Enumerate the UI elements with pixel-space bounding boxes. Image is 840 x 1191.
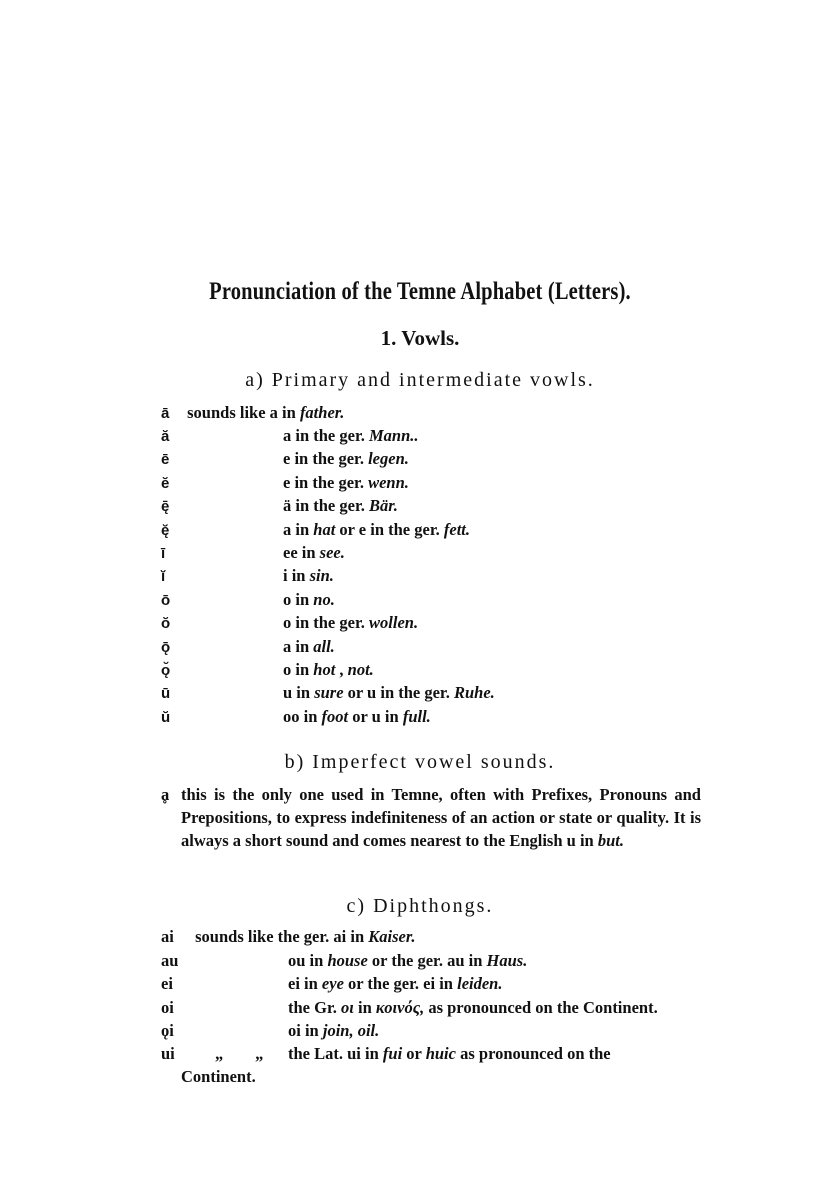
vowel-letter: ǭ <box>161 638 171 656</box>
vowel-letter: ĭ <box>161 568 166 586</box>
diphthong-row <box>161 997 658 1019</box>
vowel-desc: a in hat or e in the ger. fett. <box>283 519 471 539</box>
vowel-example: father. <box>299 403 345 422</box>
page-title: Pronunciation of the Temne Alphabet (Letters). <box>209 278 631 305</box>
vowel-desc: i in sin. <box>283 566 334 586</box>
imperfect-paragraph <box>181 783 701 852</box>
vowel-letter: ē <box>161 451 170 469</box>
vowel-desc: o in hot , not. <box>283 660 374 679</box>
vowel-row <box>161 682 495 704</box>
vowel-row <box>161 448 409 470</box>
diphthong-letter: au <box>161 951 179 970</box>
vowel-row <box>161 402 344 424</box>
sounds-like-label: sounds like <box>187 403 266 422</box>
diphthong-row <box>161 950 528 972</box>
vowel-desc: ä in the ger. Bär. <box>283 496 398 516</box>
vowel-desc: u in sure or u in the ger. Ruhe. <box>283 683 495 703</box>
diphthong-desc: ei in eye or the ger. ei in leiden. <box>288 974 503 994</box>
section-heading: 1. Vowls. <box>380 326 460 350</box>
vowel-desc: e in the ger. wenn. <box>283 472 409 492</box>
diphthong-row <box>161 926 416 948</box>
vowel-letter: ŭ <box>161 708 171 726</box>
diphthong-example: Kaiser. <box>368 927 416 946</box>
diphthongs-heading: c) Diphthongs. <box>346 895 494 917</box>
vowel-desc: o in the ger. wollen. <box>283 613 419 633</box>
imperfect-letter: ḁ <box>161 785 170 804</box>
vowel-letter: ō <box>161 591 171 609</box>
imperfect-text: this is the only one used in Temne, often with Prefixes, Pronouns and Prepositions, to express indefiniteness of an action or state or quality. It is always a short sound and comes nearest to the English u in <box>181 785 701 850</box>
diphthong-desc: oi in join, oil. <box>288 1021 380 1041</box>
vowel-row <box>161 472 409 494</box>
diphthong-letter: ui <box>161 1044 175 1063</box>
vowel-letter: ā <box>161 405 170 422</box>
diphthong-desc: the ger. ai in <box>277 927 365 946</box>
vowel-row <box>161 589 335 611</box>
diphthong-letter: ai <box>161 927 174 946</box>
diphthong-row <box>161 1020 380 1042</box>
vowel-row <box>161 495 398 517</box>
vowel-desc: ee in see. <box>283 543 345 562</box>
diphthong-desc: ou in house or the ger. au in Haus. <box>288 951 528 970</box>
vowel-desc: a in <box>269 403 296 422</box>
vowel-letter: ǫ̆ <box>161 662 171 679</box>
vowel-desc: a in all. <box>283 636 335 656</box>
primary-vowels-heading: a) Primary and intermediate vowls. <box>245 369 595 391</box>
diphthong-desc: the Gr. οι in κοινός, as pronounced on the Continent. <box>288 997 658 1017</box>
vowel-letter: ă <box>161 428 170 445</box>
vowel-row <box>161 612 419 634</box>
ditto-mark: „ <box>255 1044 264 1063</box>
vowel-row <box>161 542 345 564</box>
vowel-row <box>161 565 334 587</box>
diphthong-row-ui <box>161 1043 611 1065</box>
vowel-letter: ę̄ <box>161 498 170 516</box>
vowel-letter: ī <box>161 545 166 562</box>
diphthong-letter: ei <box>161 974 173 994</box>
vowel-letter: ū <box>161 685 171 703</box>
vowel-row <box>161 519 471 541</box>
vowel-desc: oo in foot or u in full. <box>283 706 431 726</box>
vowel-row <box>161 425 419 447</box>
vowel-desc: o in no. <box>283 589 335 609</box>
ditto-mark: „ <box>215 1044 224 1063</box>
imperfect-example: but. <box>597 831 624 850</box>
imperfect-vowels-heading: b) Imperfect vowel sounds. <box>284 751 556 773</box>
vowel-row <box>161 659 374 681</box>
vowel-desc: a in the ger. Mann.. <box>283 426 419 445</box>
vowel-row <box>161 706 431 728</box>
vowel-letter: ę̆ <box>161 521 170 539</box>
vowel-desc: e in the ger. legen. <box>283 449 409 469</box>
vowel-letter: ĕ <box>161 474 170 492</box>
diphthong-letter: ǫi <box>161 1021 174 1041</box>
diphthong-row <box>161 973 503 995</box>
vowel-row <box>161 636 335 658</box>
sounds-like-label: sounds like <box>195 927 274 946</box>
diphthong-desc: the Lat. ui in fui or huic as pronounced on the <box>288 1044 611 1063</box>
continuation-text: Continent. <box>181 1067 256 1086</box>
vowel-letter: ŏ <box>161 615 171 633</box>
diphthong-letter: oi <box>161 997 174 1017</box>
